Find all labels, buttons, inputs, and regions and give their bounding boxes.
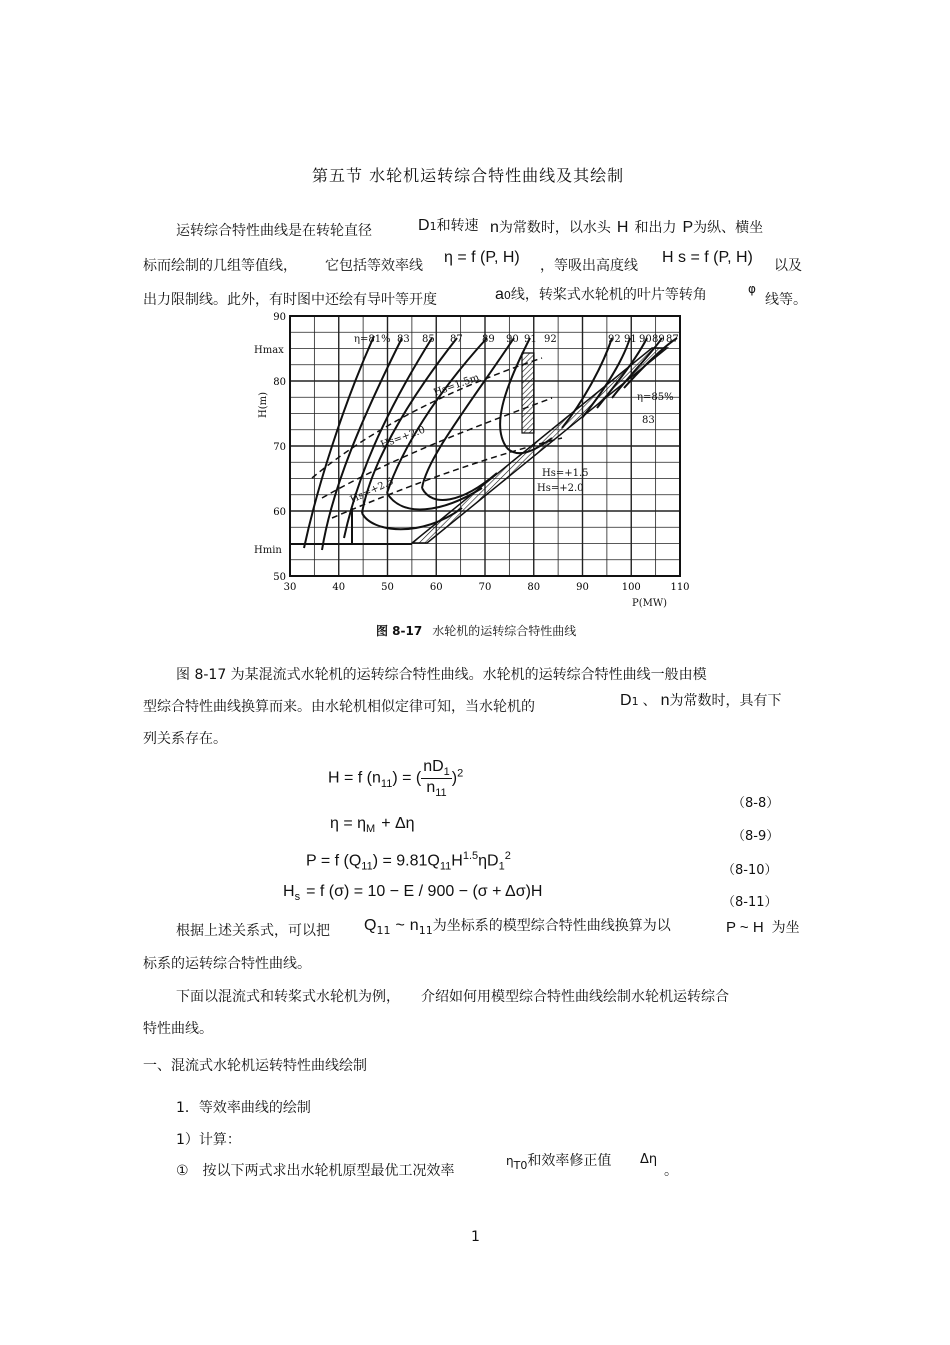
label-91: 91 (524, 334, 537, 345)
equation-number-8-9: （8-9） (732, 829, 780, 844)
para1-line3: 出力限制线。此外，有时图中还绘有导叶等开度 (143, 292, 437, 308)
para4-line1: 下面以混流式和转桨式水轮机为例， 介绍如何用模型综合特性曲线绘制水轮机运转综合 (176, 989, 729, 1005)
label-92: 92 (544, 334, 557, 345)
page-number: 1 (471, 1229, 480, 1245)
x-tick-label: 40 (332, 582, 346, 593)
hs-20-label: Hs=+2.0 (379, 424, 427, 451)
para2-line2: 型综合特性曲线换算而来。由水轮机相似定律可知，当水轮机的 (143, 699, 535, 715)
hs-equation: H s = f (P, H) (662, 249, 753, 266)
x-tick-label: 70 (478, 582, 492, 593)
eta-81-label: η=81% (354, 334, 391, 345)
para1-line3-end: 线等。 (765, 292, 807, 308)
right-label-89: 89 (652, 334, 665, 345)
x-tick-label: 50 (381, 582, 394, 593)
phi-symbol: φ (748, 282, 756, 296)
equation-number-8-11: （8-11） (722, 895, 778, 910)
para2-line3: 列关系存在。 (143, 731, 227, 747)
heading-level1: 一、混流式水轮机运转特性曲线绘制 (143, 1058, 367, 1074)
x-tick-label: 80 (527, 582, 541, 593)
equation-8-11: $H_s = f$ (σ) = 10 − E / 900 − (σ + Δσ)H (283, 883, 543, 904)
efficiency-curves (304, 336, 530, 550)
hs-15-label: Hs=1.5m (432, 372, 481, 399)
para3-line1: 根据上述关系式，可以把 (176, 923, 330, 939)
para1-line1: 运转综合特性曲线是在转轮直径 (176, 223, 372, 239)
equation-8-10: P = f $(Q_{11}) = 9.81Q_{11}H^{1.5}\eta D_1^2$ (306, 850, 511, 873)
characteristic-chart (252, 308, 692, 608)
para2-d1-n: D1 、 n为常数时，具有下 (620, 692, 782, 709)
y-tick-label: 50 (273, 572, 286, 583)
para1-line2-mid: ，等吸出高度线 (540, 258, 638, 274)
equation-number-8-8: （8-8） (732, 796, 780, 811)
y-tick-label: 90 (273, 312, 286, 323)
a0-symbol: a0线，转桨式水轮机的叶片等转角 (495, 286, 707, 303)
y-tick-label: 70 (273, 442, 286, 453)
hmax-label: Hmax (254, 345, 284, 356)
heading-level3: 1）计算： (176, 1132, 241, 1148)
para1-line1-rest: n为常数时，以水头 H 和出力 P为纵、横坐 (490, 219, 764, 236)
right-label-90: 90 (639, 334, 652, 345)
d1-symbol: D1和转速 (418, 217, 479, 234)
y-tick-label: 80 (273, 377, 286, 388)
equation-8-9: $\eta = \eta_M + \Delta\eta$ (330, 815, 415, 836)
equation-number-8-10: （8-10） (722, 863, 778, 878)
heading-level2: 1．等效率曲线的绘制 (176, 1100, 311, 1116)
label-87: 87 (450, 334, 463, 345)
right-label-87: 87 (666, 334, 679, 345)
x-tick-label: 60 (429, 582, 443, 593)
para1-line2: 标而绘制的几组等值线， 它包括等效率线 (143, 258, 423, 274)
hs-right-20: Hs=+2.0 (537, 483, 584, 494)
x-tick-label: 30 (283, 582, 297, 593)
label-83-right: 83 (642, 415, 655, 426)
chart-grid (290, 316, 680, 576)
chart-ticks (273, 312, 689, 593)
y-tick-label: 60 (273, 507, 286, 518)
para4-line2: 特性曲线。 (143, 1021, 213, 1037)
para3-line2: 标系的运转综合特性曲线。 (143, 956, 311, 972)
section-title: 第五节 水轮机运转综合特性曲线及其绘制 (312, 166, 625, 185)
eta-t0-symbol: $\eta_{T0}$和效率修正值 (506, 1153, 612, 1173)
para1-line2-end: 以及 (774, 258, 802, 274)
right-label-92: 92 (608, 334, 621, 345)
p-h-symbol: P ~ H 为坐 (726, 919, 800, 936)
fraction: $\frac{nD_1}{n_{11}}$ (423, 758, 450, 800)
hmin-label: Hmin (254, 545, 282, 556)
figure-caption: 图 8-17 水轮机的运转综合特性曲线 (376, 624, 577, 638)
label-89: 89 (482, 334, 495, 345)
y-axis-label: H(m) (258, 391, 269, 418)
hs-25-label: Hs=+2.5 (348, 476, 396, 506)
right-label-91: 91 (624, 334, 637, 345)
eta-85-label: η=85% (637, 392, 674, 403)
eta-equation: η = f (P, H) (444, 249, 520, 266)
equation-8-8: H = f $(n_{11})$ = ( $\frac{nD_1}{n_{11}}$ )$^2$ (328, 758, 464, 800)
x-axis-label: P(MW) (632, 598, 668, 608)
para2-line1: 图 8-17 为某混流式水轮机的运转综合特性曲线。水轮机的运转综合特性曲线一般由模 (176, 667, 707, 683)
x-tick-label: 90 (576, 582, 589, 593)
x-tick-label: 110 (670, 582, 690, 593)
item1-text: ① 按以下两式求出水轮机原型最优工况效率 (176, 1163, 455, 1179)
x-tick-label: 100 (621, 582, 641, 593)
hs-right-15: Hs=+1.5 (542, 468, 589, 479)
q11-n11: $Q_{11}$ ~ $n_{11}$为坐标系的模型综合特性曲线换算为以 (364, 917, 671, 938)
item1-end: 。 (664, 1163, 678, 1179)
label-90: 90 (506, 334, 519, 345)
delta-eta-symbol: Δη (640, 1152, 658, 1167)
label-83: 83 (397, 334, 410, 345)
label-85: 85 (422, 334, 435, 345)
